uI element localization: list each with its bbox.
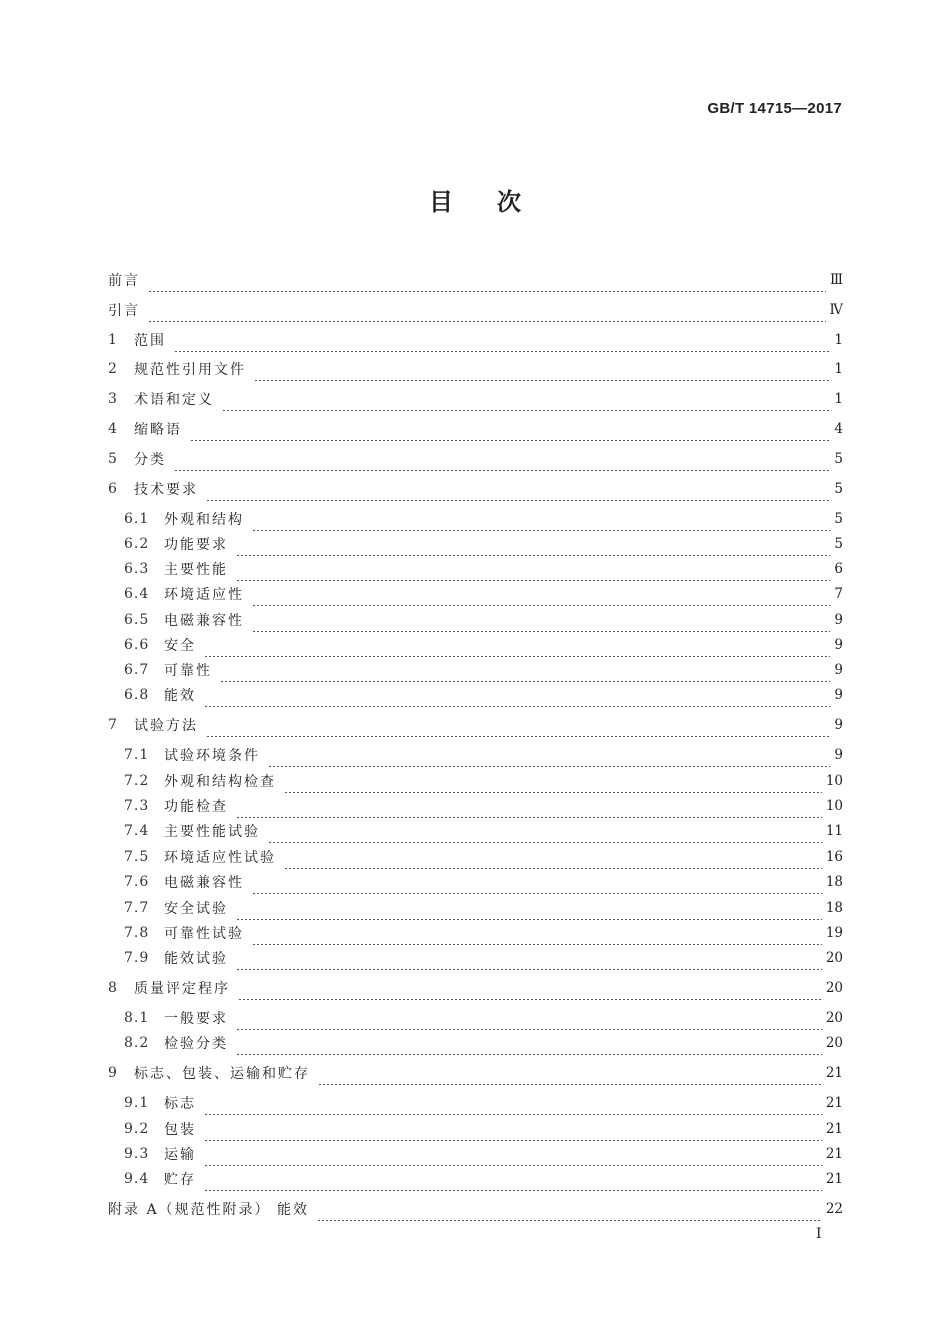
toc-entry[interactable] (124, 845, 843, 869)
toc-entry-number: 7.9 (124, 950, 150, 966)
toc-entry-page: 1 (834, 332, 843, 348)
toc-entry[interactable] (124, 1091, 843, 1115)
toc-entry[interactable] (124, 1031, 843, 1055)
toc-entry-number: 9.1 (124, 1095, 150, 1111)
toc-entry-label: 试验环境条件 (164, 748, 260, 764)
toc-entry[interactable] (108, 387, 843, 411)
toc-entry[interactable] (108, 713, 843, 737)
toc-entry-page: 1 (834, 391, 843, 407)
toc-entry-label: 环境适应性试验 (164, 850, 276, 866)
dot-leader (148, 298, 826, 322)
dot-leader (236, 794, 822, 818)
toc-entry-page: 9 (834, 662, 843, 678)
toc-entry-label: 标志、包装、运输和贮存 (134, 1066, 310, 1082)
toc-entry-number: 7.5 (124, 849, 150, 865)
toc-entry-label: 贮存 (164, 1172, 196, 1188)
toc-entry-page: 9 (834, 717, 843, 733)
toc-entry-label: 检验分类 (164, 1036, 228, 1052)
toc-entry-label: 环境适应性 (164, 587, 244, 603)
toc-entry-number: 8 (108, 980, 118, 996)
toc-entry-number: 9.2 (124, 1121, 150, 1137)
toc-entry-label: 试验方法 (134, 718, 198, 734)
toc-entry-number: 6.8 (124, 687, 150, 703)
standard-code: GB/T 14715—2017 (707, 100, 842, 117)
toc-entry-page: Ⅲ (829, 272, 843, 288)
dot-leader (204, 1091, 822, 1115)
toc-entry-label: 技术要求 (134, 482, 198, 498)
toc-entry-page: 20 (825, 1010, 843, 1026)
toc-entry[interactable] (108, 268, 843, 292)
dot-leader (252, 870, 822, 894)
toc-entry-label: 运输 (164, 1147, 196, 1163)
toc-entry-page: 21 (825, 1065, 843, 1081)
toc-entry-number: 6.6 (124, 637, 150, 653)
toc-entry-page: 10 (825, 773, 843, 789)
toc-entry-label: 质量评定程序 (134, 981, 230, 997)
dot-leader (317, 1197, 822, 1221)
toc-entry[interactable] (108, 477, 843, 501)
toc-entry-page: 16 (825, 849, 843, 865)
toc-entry[interactable] (108, 447, 843, 471)
toc-entry-label: 功能检查 (164, 799, 228, 815)
dot-leader (236, 1031, 822, 1055)
toc-entry-number: 1 (108, 332, 118, 348)
toc-entry-number: 5 (108, 451, 118, 467)
toc-entry-number: 7.3 (124, 798, 150, 814)
dot-leader (284, 769, 822, 793)
dot-leader (268, 819, 822, 843)
toc-entry-number: 2 (108, 361, 118, 377)
toc-entry-page: 11 (825, 823, 843, 839)
toc-entry-page: 1 (834, 361, 843, 377)
toc-entry[interactable] (108, 328, 843, 352)
toc-entry[interactable] (124, 683, 843, 707)
toc-entry-label: 能效试验 (164, 951, 228, 967)
toc-entry-label: 可靠性试验 (164, 926, 244, 942)
toc-entry-number: 3 (108, 391, 118, 407)
toc-entry-number: 7 (108, 717, 118, 733)
toc-entry-page: 9 (834, 747, 843, 763)
toc-entry-label: 可靠性 (164, 663, 212, 679)
toc-entry[interactable] (124, 532, 843, 556)
toc-entry-number: 6.5 (124, 612, 150, 628)
dot-leader (252, 582, 830, 606)
dot-leader (174, 328, 830, 352)
toc-entry-page: 6 (834, 561, 843, 577)
toc-entry-number: 9.4 (124, 1171, 150, 1187)
toc-entry[interactable] (124, 1006, 843, 1030)
toc-entry[interactable] (124, 582, 843, 606)
toc-entry-label: 术语和定义 (134, 392, 214, 408)
toc-entry-number: 7.8 (124, 925, 150, 941)
toc-entry[interactable] (124, 658, 843, 682)
toc-title (0, 182, 950, 217)
toc-entry-number: 7.1 (124, 747, 150, 763)
toc-entry[interactable] (124, 946, 843, 970)
toc-entry-page: 5 (834, 481, 843, 497)
toc-entry[interactable] (124, 1167, 843, 1191)
dot-leader (236, 896, 822, 920)
dot-leader (174, 447, 830, 471)
toc-entry[interactable] (124, 1117, 843, 1141)
toc-entry-page: 5 (834, 536, 843, 552)
toc-entry-page: 19 (825, 925, 843, 941)
dot-leader (206, 477, 830, 501)
dot-leader (222, 387, 830, 411)
toc-entry-label: 电磁兼容性 (164, 875, 244, 891)
toc-entry[interactable] (124, 557, 843, 581)
dot-leader (268, 743, 830, 767)
toc-entry-number: 6 (108, 481, 118, 497)
toc-entry-label: 外观和结构 (164, 512, 244, 528)
toc-entry-page: 4 (834, 421, 843, 437)
toc-entry[interactable] (108, 298, 843, 322)
toc-entry-number: 6.3 (124, 561, 150, 577)
dot-leader (236, 946, 822, 970)
dot-leader (284, 845, 822, 869)
toc-entry-page: 21 (825, 1146, 843, 1162)
dot-leader (238, 976, 822, 1000)
toc-entry-number: 8.1 (124, 1010, 150, 1026)
dot-leader (206, 713, 830, 737)
toc-entry-page: 9 (834, 637, 843, 653)
toc-title-char-1: 目 (429, 188, 453, 216)
toc-entry-page: 10 (825, 798, 843, 814)
toc-entry-number: 6.7 (124, 662, 150, 678)
toc-entry-label: 能效 (164, 688, 196, 704)
toc-entry[interactable] (124, 794, 843, 818)
dot-leader (204, 1117, 822, 1141)
toc-entry-page: 9 (834, 687, 843, 703)
toc-entry-label: 电磁兼容性 (164, 613, 244, 629)
toc-title-char-2: 次 (497, 188, 521, 216)
toc-entry-label: 引言 (108, 303, 140, 319)
toc-entry-label: 一般要求 (164, 1011, 228, 1027)
toc-entry-page: 21 (825, 1121, 843, 1137)
toc-entry-page: 20 (825, 1035, 843, 1051)
toc-entry-number: 7.6 (124, 874, 150, 890)
toc-entry-number: 8.2 (124, 1035, 150, 1051)
toc-entry[interactable] (108, 1061, 843, 1085)
toc-entry[interactable] (124, 608, 843, 632)
page-folio: I (816, 1226, 822, 1242)
toc-entry-page: 21 (825, 1171, 843, 1187)
dot-leader (204, 1142, 822, 1166)
toc-entry-label: 安全试验 (164, 901, 228, 917)
toc-entry-label: 缩略语 (134, 422, 182, 438)
toc-entry-label: 安全 (164, 638, 196, 654)
toc-entry-number: 9.3 (124, 1146, 150, 1162)
dot-leader (204, 633, 830, 657)
toc-entry-label: 附录 A（规范性附录） 能效 (108, 1202, 310, 1218)
toc-entry[interactable] (124, 507, 843, 531)
toc-entry-page: 18 (825, 874, 843, 890)
toc-entry[interactable] (108, 1197, 843, 1221)
toc-entry-label: 外观和结构检查 (164, 774, 276, 790)
toc-entry-page: Ⅳ (829, 302, 843, 318)
toc-entry[interactable] (124, 1142, 843, 1166)
toc-entry-label: 前言 (108, 273, 140, 289)
toc-entry[interactable] (108, 357, 843, 381)
dot-leader (236, 1006, 822, 1030)
toc-entry-page: 21 (825, 1095, 843, 1111)
toc-entry-page: 22 (825, 1201, 843, 1217)
toc-entry[interactable] (124, 896, 843, 920)
toc-entry-page: 5 (834, 511, 843, 527)
toc-entry-label: 规范性引用文件 (134, 362, 246, 378)
toc-entry[interactable] (108, 976, 843, 1000)
dot-leader (254, 357, 830, 381)
toc-entry[interactable] (124, 870, 843, 894)
toc-entry-page: 20 (825, 980, 843, 996)
toc-entry-number: 6.2 (124, 536, 150, 552)
toc-entry-number: 6.1 (124, 511, 150, 527)
toc-entry-number: 7.2 (124, 773, 150, 789)
dot-leader (220, 658, 830, 682)
toc-entry-page: 7 (834, 586, 843, 602)
dot-leader (190, 417, 830, 441)
toc-entry[interactable] (124, 743, 843, 767)
toc-entry-page: 5 (834, 451, 843, 467)
toc-entry-label: 标志 (164, 1096, 196, 1112)
dot-leader (236, 557, 830, 581)
toc-entry[interactable] (108, 417, 843, 441)
dot-leader (318, 1061, 822, 1085)
toc-entry-label: 范围 (134, 333, 166, 349)
toc-entry-page: 9 (834, 612, 843, 628)
dot-leader (148, 268, 826, 292)
toc-entry[interactable] (124, 633, 843, 657)
toc-entry[interactable] (124, 921, 843, 945)
toc-entry-label: 包装 (164, 1122, 196, 1138)
toc-entry[interactable] (124, 819, 843, 843)
toc-entry-label: 主要性能 (164, 562, 228, 578)
toc-entry-number: 6.4 (124, 586, 150, 602)
dot-leader (204, 683, 830, 707)
dot-leader (252, 921, 822, 945)
dot-leader (252, 608, 830, 632)
toc-entry-page: 18 (825, 900, 843, 916)
toc-entry-number: 7.7 (124, 900, 150, 916)
toc-entry-label: 主要性能试验 (164, 824, 260, 840)
dot-leader (204, 1167, 822, 1191)
dot-leader (252, 507, 830, 531)
toc-entry[interactable] (124, 769, 843, 793)
toc-entry-label: 功能要求 (164, 537, 228, 553)
toc-entry-label: 分类 (134, 452, 166, 468)
toc-entry-number: 4 (108, 421, 118, 437)
dot-leader (236, 532, 830, 556)
toc-entry-number: 9 (108, 1065, 118, 1081)
toc-entry-page: 20 (825, 950, 843, 966)
toc-entry-number: 7.4 (124, 823, 150, 839)
